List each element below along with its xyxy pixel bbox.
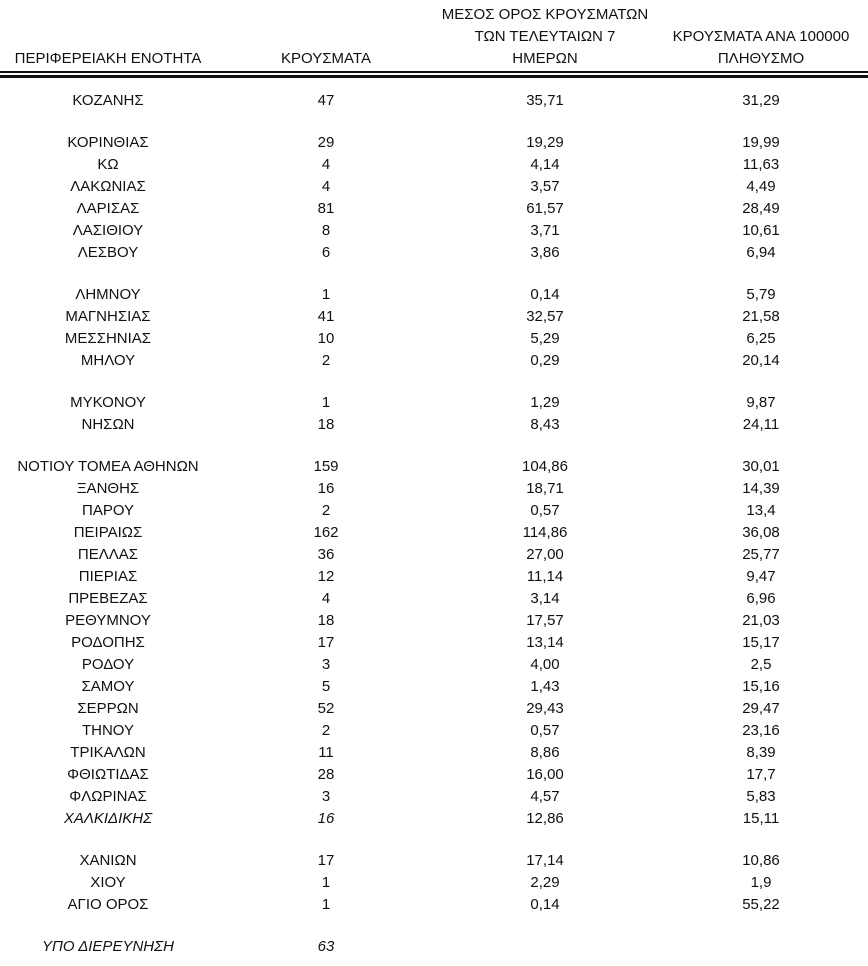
region-cell: ΜΕΣΣΗΝΙΑΣ — [64, 330, 152, 347]
cases-cell: 36 — [317, 546, 335, 563]
region-cell: ΠΑΡΟΥ — [81, 502, 135, 519]
per100k-cell: 30,01 — [742, 458, 780, 475]
group-spacer — [0, 372, 868, 392]
avg7-cell: 17,14 — [526, 852, 564, 869]
table-row — [0, 306, 868, 328]
cases-cell: 6 — [321, 244, 331, 261]
per100k-cell: 14,39 — [742, 480, 780, 497]
table-row — [0, 544, 868, 566]
table-row — [0, 198, 868, 220]
table-row — [0, 698, 868, 720]
per100k-cell: 19,99 — [742, 134, 780, 151]
table-row — [0, 850, 868, 872]
avg7-cell: 8,43 — [530, 416, 560, 433]
avg7-cell: 104,86 — [522, 458, 568, 475]
cases-cell: 16 — [317, 810, 335, 827]
per100k-cell: 11,63 — [742, 156, 780, 173]
cases-cell: 28 — [317, 766, 335, 783]
per100k-cell: 9,47 — [746, 568, 776, 585]
header-row-3 — [0, 48, 868, 70]
header-region-label: ΠΕΡΙΦΕΡΕΙΑΚΗ ΕΝΟΤΗΤΑ — [14, 50, 202, 67]
table-row — [0, 676, 868, 698]
header-empty-cell — [216, 4, 436, 26]
per100k-cell: 15,11 — [742, 810, 780, 827]
per100k-cell: 5,79 — [746, 286, 776, 303]
cases-cell: 81 — [317, 200, 335, 217]
region-cell: ΛΕΣΒΟΥ — [77, 244, 139, 261]
avg7-cell: 3,71 — [530, 222, 560, 239]
table-row — [0, 588, 868, 610]
table-row — [0, 632, 868, 654]
cases-cell: 29 — [317, 134, 335, 151]
region-cell: ΡΕΘΥΜΝΟΥ — [65, 612, 151, 629]
region-cell: ΠΡΕΒΕΖΑΣ — [68, 590, 148, 607]
cases-cell: 4 — [321, 178, 331, 195]
region-cell: ΛΑΚΩΝΙΑΣ — [70, 178, 146, 195]
table-row — [0, 894, 868, 916]
region-cell: ΣΕΡΡΩΝ — [77, 700, 139, 717]
table-row — [0, 478, 868, 500]
table-row — [0, 392, 868, 414]
cases-cell: 8 — [321, 222, 331, 239]
table-row — [0, 328, 868, 350]
region-cell: ΧΙΟΥ — [90, 874, 126, 891]
per100k-cell: 36,08 — [742, 524, 780, 541]
header-avg7-line2: ΤΩΝ ΤΕΛΕΥΤΑΙΩΝ 7 — [474, 28, 616, 45]
cases-cell: 18 — [317, 612, 335, 629]
region-cell: ΞΑΝΘΗΣ — [76, 480, 140, 497]
region-cell: ΧΑΛΚΙΔΙΚΗΣ — [63, 810, 153, 827]
header-empty-cell — [0, 26, 216, 48]
cases-cell: 2 — [321, 502, 331, 519]
avg7-cell: 1,29 — [530, 394, 560, 411]
table-row — [0, 872, 868, 894]
cases-cell: 11 — [318, 744, 334, 761]
cases-cell: 16 — [317, 480, 335, 497]
region-cell: ΡΟΔΟΠΗΣ — [71, 634, 145, 651]
region-cell: ΤΡΙΚΑΛΩΝ — [70, 744, 146, 761]
region-cell: ΜΗΛΟΥ — [80, 352, 136, 369]
region-cell: ΤΗΝΟΥ — [81, 722, 135, 739]
cases-cell: 17 — [317, 852, 335, 869]
per100k-cell: 21,03 — [742, 612, 780, 629]
per100k-cell: 25,77 — [742, 546, 780, 563]
table-row — [0, 522, 868, 544]
avg7-cell: 0,57 — [530, 722, 560, 739]
region-cell: ΚΟΖΑΝΗΣ — [72, 92, 144, 109]
per100k-cell — [654, 936, 868, 958]
header-cases-label: ΚΡΟΥΣΜΑΤΑ — [281, 50, 371, 67]
table-header — [0, 0, 868, 70]
per100k-cell: 55,22 — [742, 896, 780, 913]
cases-cell: 63 — [317, 938, 335, 955]
per100k-cell: 6,94 — [746, 244, 776, 261]
cases-cell: 2 — [321, 722, 331, 739]
header-row-2 — [0, 26, 868, 48]
avg7-cell: 0,14 — [530, 896, 560, 913]
region-cell: ΚΟΡΙΝΘΙΑΣ — [67, 134, 149, 151]
group-spacer — [0, 916, 868, 936]
per100k-cell: 28,49 — [742, 200, 780, 217]
region-cell: ΛΑΣΙΘΙΟΥ — [72, 222, 144, 239]
avg7-cell: 114,86 — [522, 524, 568, 541]
avg7-cell: 0,29 — [530, 352, 560, 369]
avg7-cell: 1,43 — [530, 678, 560, 695]
table-row — [0, 90, 868, 112]
avg7-cell: 19,29 — [526, 134, 564, 151]
table-row — [0, 176, 868, 198]
table-row — [0, 154, 868, 176]
table-row — [0, 764, 868, 786]
header-avg7-line3: ΗΜΕΡΩΝ — [512, 50, 578, 67]
avg7-cell: 3,86 — [530, 244, 560, 261]
cases-cell: 1 — [321, 286, 331, 303]
cases-cell: 12 — [317, 568, 335, 585]
avg7-cell: 16,00 — [526, 766, 564, 783]
per100k-cell: 31,29 — [742, 92, 780, 109]
table-row — [0, 742, 868, 764]
per100k-cell: 9,87 — [746, 394, 776, 411]
cases-cell: 4 — [321, 590, 331, 607]
per100k-cell: 20,14 — [742, 352, 780, 369]
table-row — [0, 610, 868, 632]
region-cell: ΦΘΙΩΤΙΔΑΣ — [67, 766, 149, 783]
header-row-1 — [0, 4, 868, 26]
avg7-cell: 29,43 — [526, 700, 564, 717]
region-cell: ΡΟΔΟΥ — [81, 656, 135, 673]
avg7-cell: 18,71 — [526, 480, 564, 497]
per100k-cell: 13,4 — [746, 502, 776, 519]
cases-cell: 1 — [321, 394, 331, 411]
cases-cell: 10 — [317, 330, 335, 347]
avg7-cell: 13,14 — [526, 634, 564, 651]
per100k-cell: 10,86 — [742, 852, 780, 869]
region-cell: ΧΑΝΙΩΝ — [79, 852, 137, 869]
table-row — [0, 808, 868, 830]
group-spacer — [0, 436, 868, 456]
avg7-cell: 4,57 — [530, 788, 560, 805]
cases-cell: 5 — [321, 678, 331, 695]
avg7-cell: 32,57 — [526, 308, 564, 325]
avg7-cell: 8,86 — [530, 744, 560, 761]
table-body — [0, 78, 868, 958]
table-row — [0, 242, 868, 264]
cases-cell: 2 — [321, 352, 331, 369]
per100k-cell: 23,16 — [742, 722, 780, 739]
avg7-cell: 61,57 — [526, 200, 564, 217]
cases-cell: 18 — [317, 416, 335, 433]
per100k-cell: 5,83 — [746, 788, 776, 805]
avg7-cell — [436, 936, 654, 958]
table-row — [0, 220, 868, 242]
table-row — [0, 786, 868, 808]
avg7-cell: 3,57 — [530, 178, 560, 195]
cases-cell: 159 — [313, 458, 339, 475]
per100k-cell: 24,11 — [742, 416, 780, 433]
table-row — [0, 654, 868, 676]
avg7-cell: 17,57 — [526, 612, 564, 629]
per100k-cell: 6,96 — [746, 590, 776, 607]
avg7-cell: 11,14 — [526, 568, 564, 585]
region-cell: ΚΩ — [97, 156, 119, 173]
avg7-cell: 35,71 — [526, 92, 564, 109]
header-avg7-line1: ΜΕΣΟΣ ΟΡΟΣ ΚΡΟΥΣΜΑΤΩΝ — [441, 6, 649, 23]
avg7-cell: 0,14 — [530, 286, 560, 303]
table-row — [0, 132, 868, 154]
table-row — [0, 350, 868, 372]
per100k-cell: 2,5 — [750, 656, 772, 673]
table-row — [0, 284, 868, 306]
table-row — [0, 936, 868, 958]
region-cell: ΛΑΡΙΣΑΣ — [76, 200, 140, 217]
avg7-cell: 4,00 — [530, 656, 560, 673]
cases-cell: 3 — [321, 656, 331, 673]
header-double-rule — [0, 71, 868, 78]
cases-cell: 1 — [321, 896, 331, 913]
per100k-cell: 1,9 — [750, 874, 772, 891]
region-cell: ΥΠΟ ΔΙΕΡΕΥΝΗΣΗ — [42, 938, 174, 955]
group-spacer — [0, 112, 868, 132]
region-cell: ΦΛΩΡΙΝΑΣ — [69, 788, 147, 805]
per100k-cell: 4,49 — [746, 178, 776, 195]
cases-cell: 162 — [313, 524, 339, 541]
avg7-cell: 27,00 — [526, 546, 564, 563]
table-row — [0, 500, 868, 522]
cases-cell: 17 — [317, 634, 335, 651]
group-spacer — [0, 830, 868, 850]
region-cell: ΠΕΙΡΑΙΩΣ — [73, 524, 143, 541]
cases-cell: 4 — [321, 156, 331, 173]
header-empty-cell — [654, 4, 868, 26]
region-cell: ΛΗΜΝΟΥ — [75, 286, 141, 303]
avg7-cell: 0,57 — [530, 502, 560, 519]
header-per100k-line2: ΠΛΗΘΥΣΜΟ — [717, 50, 805, 67]
per100k-cell: 15,16 — [742, 678, 780, 695]
table-row — [0, 566, 868, 588]
region-cell: ΠΕΛΛΑΣ — [77, 546, 139, 563]
per100k-cell: 8,39 — [746, 744, 776, 761]
group-spacer — [0, 264, 868, 284]
per100k-cell: 29,47 — [742, 700, 780, 717]
region-cell: ΑΓΙΟ ΟΡΟΣ — [67, 896, 149, 913]
cases-cell: 3 — [321, 788, 331, 805]
per100k-cell: 17,7 — [746, 766, 776, 783]
region-cell: ΜΥΚΟΝΟΥ — [70, 394, 146, 411]
region-cell: ΜΑΓΝΗΣΙΑΣ — [65, 308, 151, 325]
cases-cell: 52 — [317, 700, 335, 717]
table-row — [0, 720, 868, 742]
region-cell: ΝΟΤΙΟΥ ΤΟΜΕΑ ΑΘΗΝΩΝ — [17, 458, 199, 475]
avg7-cell: 5,29 — [530, 330, 560, 347]
avg7-cell: 12,86 — [526, 810, 564, 827]
region-cell: ΠΙΕΡΙΑΣ — [78, 568, 138, 585]
per100k-cell: 6,25 — [746, 330, 776, 347]
header-empty-cell — [216, 26, 436, 48]
cases-cell: 1 — [321, 874, 331, 891]
table-row — [0, 414, 868, 436]
avg7-cell: 3,14 — [530, 590, 560, 607]
region-cell: ΣΑΜΟΥ — [81, 678, 135, 695]
cases-cell: 41 — [317, 308, 335, 325]
avg7-cell: 2,29 — [530, 874, 560, 891]
avg7-cell: 4,14 — [530, 156, 560, 173]
header-empty-cell — [0, 4, 216, 26]
per100k-cell: 15,17 — [742, 634, 780, 651]
per100k-cell: 10,61 — [742, 222, 780, 239]
cases-cell: 47 — [317, 92, 335, 109]
per100k-cell: 21,58 — [742, 308, 780, 325]
table-row — [0, 456, 868, 478]
header-per100k-line1: ΚΡΟΥΣΜΑΤΑ ΑΝΑ 100000 — [672, 28, 850, 45]
region-cell: ΝΗΣΩΝ — [81, 416, 135, 433]
